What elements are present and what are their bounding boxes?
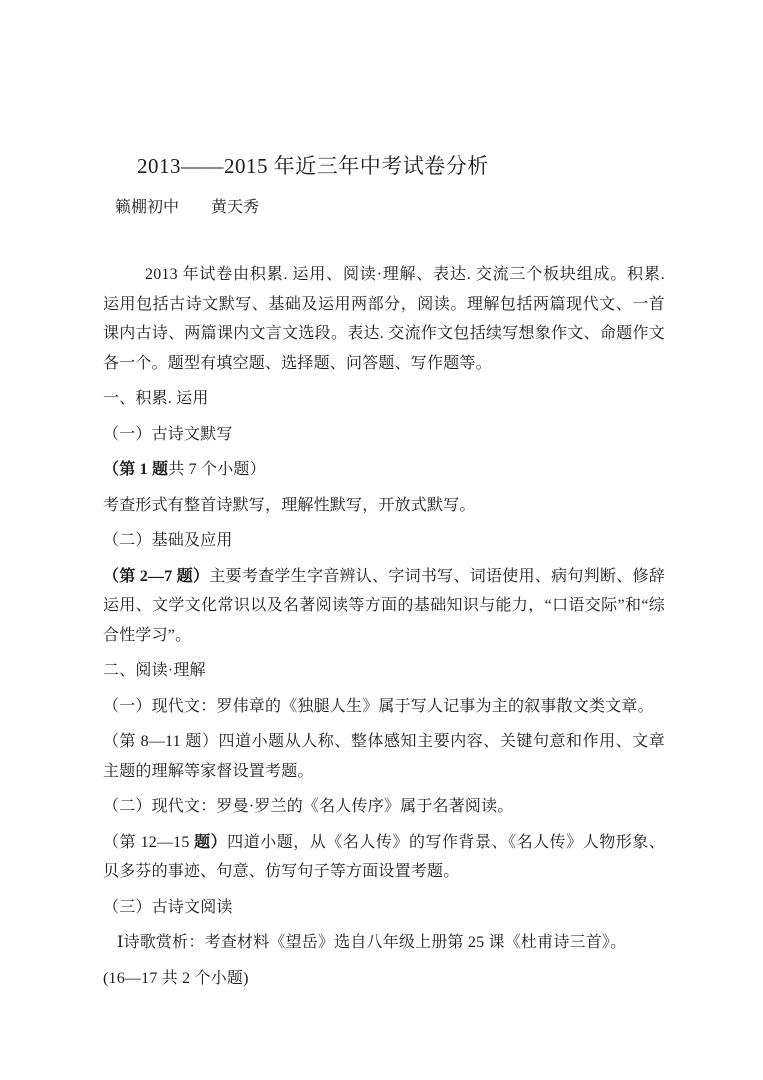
question-8-11-paragraph: （第 8—11 题）四道小题从人称、整体感知主要内容、关键句意和作用、文章主题的理解等家督设置考题。 (103, 733, 665, 780)
poem-analysis-line: Ⅰ诗歌赏析：考查材料《望岳》选自八年级上册第 25 课《杜甫诗三首》。 (117, 934, 627, 951)
question-1-description: 考查形式有整首诗默写，理解性默写，开放式默写。 (103, 496, 476, 514)
subsection-modern-text-2: （二）现代文：罗曼·罗兰的《名人传序》属于名著阅读。 (103, 798, 514, 815)
question-16-17-range: (16—17 共 2 个小题) (103, 969, 249, 987)
question-2-7-description: 主要考查学生字音辨认、字词书写、词语使用、病句判断、修辞运用、文学文化常识以及名著阅读等方面的基础知识与能力，“口语交际”和“综合性学习”。 (103, 567, 665, 644)
question-2-7-paragraph (103, 562, 665, 651)
question-1-range-bold: （第 1 题 (103, 461, 169, 478)
question-1-range (103, 455, 665, 485)
subsection-modern-text-1: （一）现代文：罗伟章的《独腿人生》属于写人记事为主的叙事散文类文章。 (103, 697, 654, 715)
question-2-7-range-bold: （第 2—7 题） (103, 567, 210, 585)
author-line: 籁棚初中 黄天秀 (115, 199, 260, 216)
question-12-15-range-bold: 题） (194, 833, 228, 851)
subsection-basics-application: （二）基础及应用 (103, 532, 233, 549)
subsection-classical-reading: （三）古诗文阅读 (103, 898, 233, 916)
doc-title: 2013——2015 年近三年中考试卷分析 (137, 154, 489, 178)
question-12-15-range-pre: （第 12—15 (103, 833, 195, 851)
question-12-15-description: 四道小题，从《名人传》的写作背景、《名人传》人物形象、贝多芬的事迹、句意、仿写句子等方面设置考题。 (103, 833, 666, 880)
section-heading-accumulation: 一、积累. 运用 (103, 390, 209, 407)
question-1-range-rest: 共 7 个小题） (168, 461, 266, 478)
subsection-poetry-dictation: （一）古诗文默写 (103, 425, 233, 443)
intro-paragraph: 2013 年试卷由积累. 运用、阅读·理解、表达. 交流三个板块组成。积累. 运用包括古诗文默写、基础及运用两部分，阅读。理解包括两篇现代文、一首课内古诗、两篇课内文言文选段。表达. 交流作文包括续写想象作文、命题作文各一个。题型有填空题、选择题、问答题、写作题等。 (103, 266, 665, 372)
question-12-15-paragraph (103, 828, 665, 887)
section-heading-reading: 二、阅读·理解 (103, 662, 206, 679)
